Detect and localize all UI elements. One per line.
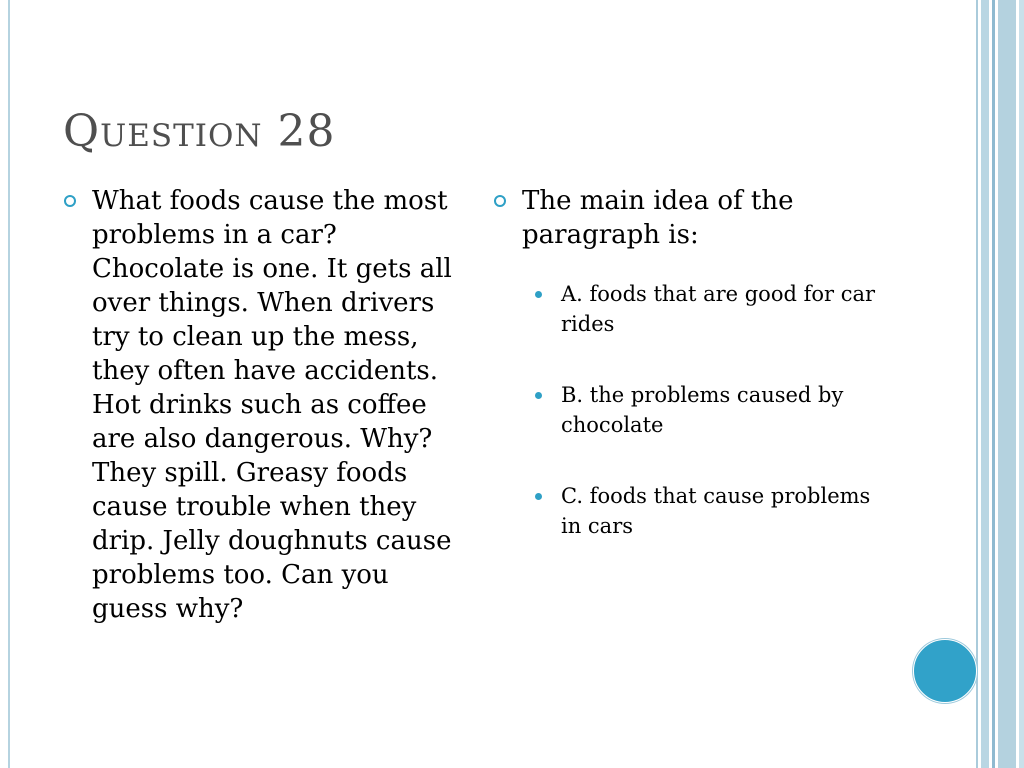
answer-option-c (492, 481, 882, 541)
passage-text: What foods cause the most problems in a car? Chocolate is one. It gets all over things. When drivers try to clean up the mess, they often have accidents. Hot drinks such as coffee are also dangerous. Why? They spill. Greasy foods cause trouble when they drip. Jelly doughnuts cause problems too. Can you guess why? (92, 186, 452, 624)
passage-bullet (62, 184, 462, 626)
slide-title: Question 28 (63, 106, 336, 157)
right-column (492, 184, 882, 582)
hollow-circle-bullet-icon (64, 195, 76, 207)
decorative-stripe (981, 0, 989, 768)
answer-options (492, 279, 882, 541)
answer-option-label: C. foods that cause problems in cars (561, 484, 871, 538)
decorative-circle (913, 639, 977, 703)
decorative-stripe (998, 0, 1016, 768)
decorative-stripe (976, 0, 978, 768)
question-prompt-bullet (492, 184, 882, 252)
answer-option-a (492, 279, 882, 339)
filled-circle-bullet-icon (535, 493, 542, 500)
decorative-stripe (992, 0, 995, 768)
answer-option-label: B. the problems caused by chocolate (561, 383, 844, 437)
filled-circle-bullet-icon (535, 291, 542, 298)
answer-option-b (492, 380, 882, 440)
left-column (62, 184, 462, 626)
question-prompt: The main idea of the paragraph is: (522, 186, 794, 250)
decorative-stripe (1019, 0, 1024, 768)
filled-circle-bullet-icon (535, 392, 542, 399)
answer-option-label: A. foods that are good for car rides (561, 282, 876, 336)
left-frame-line (8, 0, 10, 768)
hollow-circle-bullet-icon (494, 195, 506, 207)
